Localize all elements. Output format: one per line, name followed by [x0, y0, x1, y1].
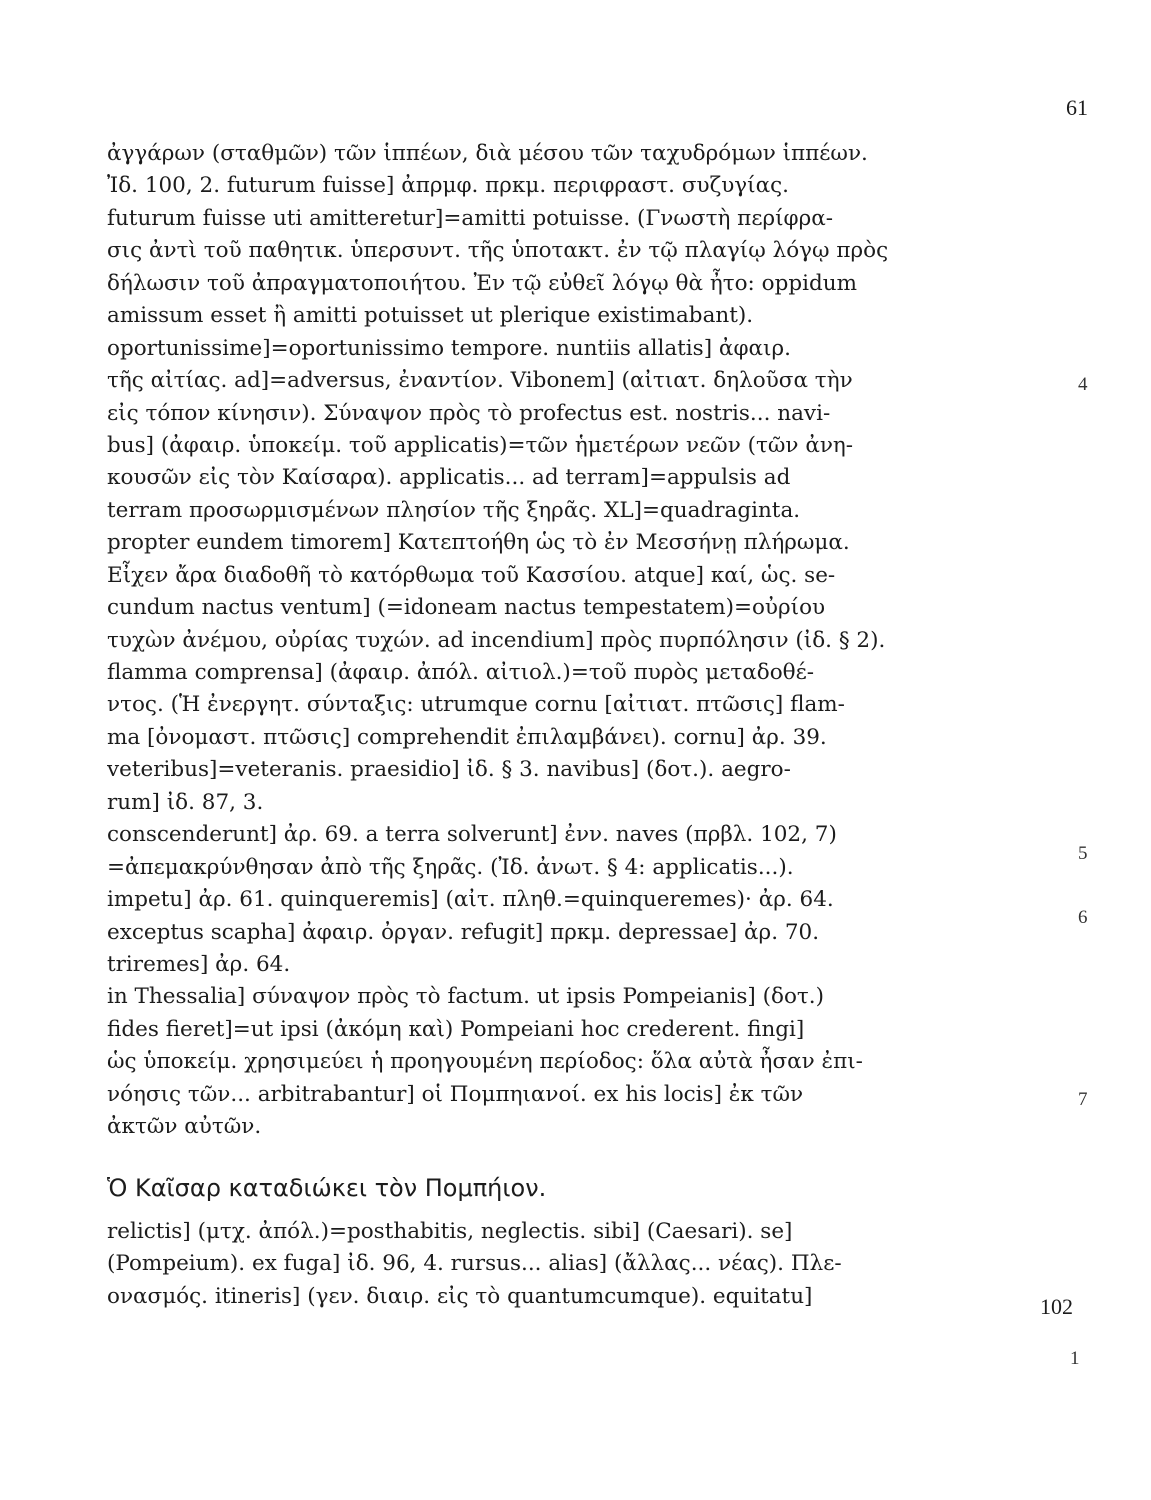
text-line: νόησις τῶν... arbitrabantur] οἱ Πομπηιανοί. ex his locis] ἐκ τῶν [107, 1081, 804, 1107]
text-line: τῆς αἰτίας. ad]=adversus, ἐναντίον. Vibonem] (αἰτιατ. δηλοῦσα τὴν [107, 368, 853, 394]
text-line: impetu] ἀρ. 61. quinqueremis] (αἰτ. πληθ.=quinqueremes)· ἀρ. 64. [107, 887, 834, 913]
text-line: futurum fuisse uti amitteretur]=amitti potuisse. (Γνωστὴ περίφρα- [107, 205, 834, 231]
text-line: ὡς ὑποκείμ. χρησιμεύει ἡ προηγουμένη περίοδος: ὅλα αὐτὰ ἦσαν ἐπι- [107, 1049, 863, 1075]
text-line: Εἶχεν ἄρα διαδοθῆ τὸ κατόρθωμα τοῦ Κασσίου. atque] καί, ὡς. se- [107, 562, 836, 588]
text-line: exceptus scapha] ἀφαιρ. ὀργαν. refugit] πρκμ. depressae] ἀρ. 70. [107, 919, 820, 945]
text-line: rum] ἰδ. 87, 3. [107, 789, 264, 815]
text-line: δήλωσιν τοῦ ἀπραγματοποιήτου. Ἐν τῷ εὐθεῖ λόγῳ θὰ ἦτο: oppidum [107, 270, 857, 296]
text-line: (Pompeium). ex fuga] ἰδ. 96, 4. rursus... alias] (ἄλλας... νέας). Πλε- [107, 1251, 842, 1277]
page-number: 61 [1066, 95, 1088, 120]
commentary-text [107, 138, 1057, 1313]
text-line: bus] (ἀφαιρ. ὑποκείμ. τοῦ applicatis)=τῶν ἡμετέρων νεῶν (τῶν ἀνη- [107, 432, 854, 458]
text-line: terram προσωρμισμένων πλησίον τῆς ξηρᾶς. XL]=quadraginta. [107, 497, 801, 523]
text-line: εἰς τόπον κίνησιν). Σύναψον πρὸς τὸ profectus est. nostris... navi- [107, 400, 831, 426]
text-line: propter eundem timorem] Κατεπτοήθη ὡς τὸ ἐν Μεσσήνῃ πλήρωμα. [107, 530, 850, 556]
text-line: ἀκτῶν αὐτῶν. [107, 1114, 262, 1140]
text-line: cundum nactus ventum] (=idoneam nactus tempestatem)=οὐρίου [107, 595, 826, 621]
margin-number: 4 [1078, 374, 1088, 395]
margin-number: 6 [1078, 907, 1088, 928]
text-line: ἀγγάρων (σταθμῶν) τῶν ἱππέων, διὰ μέσου τῶν ταχυδρόμων ἱππέων. [107, 141, 868, 166]
margin-number: 5 [1078, 843, 1088, 864]
text-line: relictis] (μτχ. ἀπόλ.)=posthabitis, neglectis. sibi] (Caesari). se] [107, 1219, 793, 1244]
text-line: ma [ὀνομαστ. πτῶσις] comprehendit ἐπιλαμβάνει). cornu] ἀρ. 39. [107, 724, 827, 750]
text-line: κουσῶν εἰς τὸν Καίσαρα). applicatis... ad terram]=appulsis ad [107, 465, 791, 491]
text-line: in Thessalia] σύναψον πρὸς τὸ factum. ut ipsis Pompeianis] (δοτ.) [107, 984, 825, 1010]
text-line: ονασμός. itineris] (γεν. διαιρ. εἰς τὸ quantumcumque). equitatu] [107, 1283, 813, 1309]
text-line: τυχὼν ἀνέμου, οὐρίας τυχών. ad incendium] πρὸς πυρπόλησιν (ἰδ. § 2). [107, 627, 886, 653]
margin-number: 7 [1078, 1089, 1088, 1110]
text-line: Ἰδ. 100, 2. futurum fuisse] ἀπρμφ. πρκμ. περιφραστ. συζυγίας. [107, 173, 789, 199]
text-line: =ἀπεμακρύνθησαν ἀπὸ τῆς ξηρᾶς. (Ἰδ. ἀνωτ. § 4: applicatis...). [107, 854, 794, 880]
text-line: fides fieret]=ut ipsi (ἀκόμη καὶ) Pompeiani hoc crederent. fingi] [107, 1016, 805, 1042]
chapter-number: 102 [1040, 1294, 1073, 1319]
text-line: ντος. (Ἡ ἐνεργητ. σύνταξις: utrumque cornu [αἰτιατ. πτῶσις] flam- [107, 692, 845, 718]
section-heading: Ὁ Καῖσαρ καταδιώκει τὸν Πομπήιον. [107, 1173, 547, 1202]
text-line: conscenderunt] ἀρ. 69. a terra solverunt] ἐνν. naves (πρβλ. 102, 7) [107, 822, 837, 848]
margin-number: 1 [1070, 1348, 1080, 1369]
text-line: amissum esset ἢ amitti potuisset ut plerique existimabant). [107, 303, 754, 329]
text-line: σις ἀντὶ τοῦ παθητικ. ὑπερσυντ. τῆς ὑποτακτ. ἐν τῷ πλαγίῳ λόγῳ πρὸς [107, 238, 889, 264]
text-line: triremes] ἀρ. 64. [107, 951, 291, 977]
text-line: flamma comprensa] (ἀφαιρ. ἀπόλ. αἰτιολ.)=τοῦ πυρὸς μεταδοθέ- [107, 660, 814, 685]
text-line: veteribus]=veteranis. praesidio] ἰδ. § 3. navibus] (δοτ.). aegro- [107, 757, 791, 783]
text-line: oportunissime]=oportunissimo tempore. nuntiis allatis] ἀφαιρ. [107, 335, 791, 361]
